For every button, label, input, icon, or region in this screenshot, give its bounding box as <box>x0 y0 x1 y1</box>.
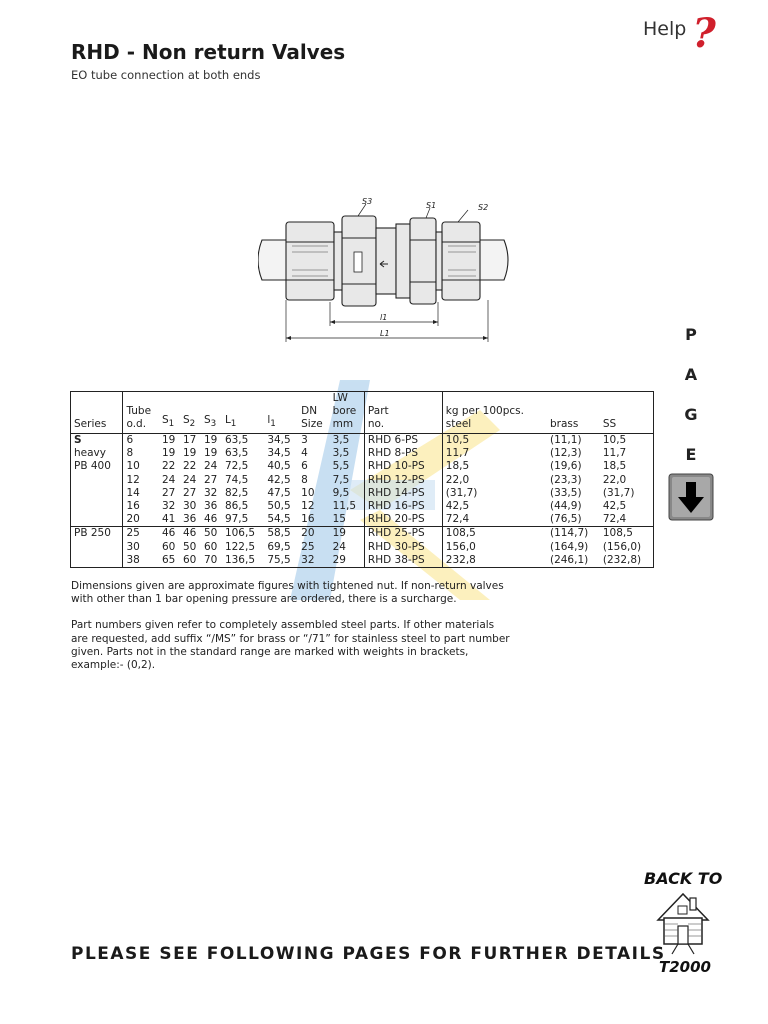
cell-l1: 50,5 <box>267 500 291 513</box>
cell-brass: (23,3) <box>549 473 582 486</box>
cell-ss: 42,5 <box>602 500 627 513</box>
cell-steel: 108,5 <box>442 527 547 541</box>
note-dimensions: Dimensions given are approximate figures with tightened nut. If non-return valves with other than 1 bar opening pressure are ordered, there is a surcharge. <box>71 580 504 606</box>
cell-s3: 24 <box>203 460 218 473</box>
col-dn: DN Size <box>301 405 323 430</box>
cell-part: RHD 38-PS <box>364 554 442 568</box>
table-row <box>71 487 654 500</box>
label-s1: S1 <box>426 201 437 210</box>
cell-s3: 50 <box>203 527 218 540</box>
col-s1: $S_1$ <box>161 413 175 429</box>
col-lw: LW bore mm <box>332 392 357 430</box>
cell-lw: 29 <box>330 554 365 568</box>
cell-lw: 5,5 <box>332 460 350 473</box>
cell-dn: 3 <box>301 434 308 446</box>
cell-lw: 15 <box>330 513 365 527</box>
cell-brass: (164,9) <box>549 540 589 553</box>
col-s3: $S_3$ <box>203 413 217 429</box>
table-row <box>71 527 654 541</box>
table-header-row <box>71 392 654 434</box>
cell-series: heavy <box>74 447 106 460</box>
cell-s2: 60 <box>180 554 201 568</box>
help-question-icon: ? <box>692 10 716 57</box>
cell-series <box>71 500 123 513</box>
cell-series: PB 250 <box>74 527 111 540</box>
cell-L1: 136,5 <box>222 554 264 568</box>
cell-od: 10 <box>123 460 159 473</box>
cell-ss: (156,0) <box>602 540 642 553</box>
cell-dn: 6 <box>301 460 308 473</box>
cell-s2: 19 <box>182 447 197 460</box>
table-row <box>71 500 654 513</box>
cell-l1: 34,5 <box>267 434 291 446</box>
cell-ss: 108,5 <box>602 527 633 540</box>
cell-s1: 65 <box>159 554 180 568</box>
cell-part: RHD 14-PS <box>364 487 442 500</box>
cell-s2: 50 <box>182 540 197 553</box>
label-L1: L1 <box>380 329 390 338</box>
cell-od: 30 <box>123 541 159 554</box>
cell-L1: 63,5 <box>224 447 249 460</box>
cell-l1: 34,5 <box>267 447 291 460</box>
cell-L1: 74,5 <box>224 473 249 486</box>
cell-steel: 72,4 <box>442 513 547 527</box>
cell-l1: 47,5 <box>267 486 291 499</box>
cell-lw: 3,5 <box>332 434 350 446</box>
cell-L1: 82,5 <box>224 486 249 499</box>
page-title: RHD - Non return Valves <box>71 40 346 64</box>
cell-s1: 19 <box>161 447 176 460</box>
cell-ss: 18,5 <box>602 460 627 473</box>
cell-l1: 69,5 <box>267 540 291 553</box>
cell-dn: 20 <box>301 527 315 540</box>
further-details-note: PLEASE SEE FOLLOWING PAGES FOR FURTHER DETAILS <box>71 944 666 964</box>
page-nav <box>668 322 714 482</box>
home-icon[interactable] <box>652 888 714 956</box>
back-to-label[interactable]: BACK TO <box>644 869 723 888</box>
cell-part: RHD 25-PS <box>364 527 442 541</box>
cell-s3: 19 <box>203 434 218 446</box>
cell-s2: 22 <box>182 460 197 473</box>
cell-series <box>71 487 123 500</box>
table-row <box>71 513 654 527</box>
spec-table <box>70 391 654 568</box>
table-row <box>71 434 654 448</box>
cell-brass: (33,5) <box>549 486 582 499</box>
cell-s3: 32 <box>203 486 218 499</box>
cell-s2: 17 <box>182 434 197 446</box>
cell-od: 6 <box>123 434 159 448</box>
cell-od: 16 <box>123 500 159 513</box>
cell-od: 25 <box>123 527 159 541</box>
cell-part: RHD 8-PS <box>364 447 442 460</box>
cell-dn: 12 <box>301 500 315 513</box>
cell-dn: 16 <box>298 513 329 527</box>
cell-s3: 19 <box>203 447 218 460</box>
cell-lw: 24 <box>332 540 346 553</box>
cell-lw: 3,5 <box>332 447 350 460</box>
cell-dn: 8 <box>301 473 308 486</box>
cell-series: S <box>74 434 82 446</box>
help-label: Help <box>643 18 687 40</box>
cell-lw: 7,5 <box>332 473 350 486</box>
cell-s2: 24 <box>182 473 197 486</box>
cell-s2: 36 <box>180 513 201 527</box>
cell-series <box>71 541 123 554</box>
col-steel: kg per 100pcs. steel <box>442 392 547 434</box>
cell-brass: (114,7) <box>549 527 589 540</box>
cell-L1: 97,5 <box>222 513 264 527</box>
table-row <box>71 460 654 473</box>
cell-s1: 32 <box>161 500 176 513</box>
cell-series <box>71 513 123 527</box>
cell-s2: 30 <box>182 500 197 513</box>
cell-series: PB 400 <box>74 460 111 473</box>
col-ss: SS <box>602 418 617 430</box>
cell-steel: 156,0 <box>442 541 547 554</box>
cell-l1: 40,5 <box>267 460 291 473</box>
cell-dn: 32 <box>298 554 329 568</box>
cell-L1: 63,5 <box>224 434 249 446</box>
cell-dn: 10 <box>301 486 315 499</box>
cell-s2: 46 <box>182 527 197 540</box>
cell-series <box>71 554 123 568</box>
cell-l1: 54,5 <box>264 513 298 527</box>
cell-part: RHD 6-PS <box>364 434 442 448</box>
cell-s1: 22 <box>161 460 176 473</box>
page-subtitle: EO tube connection at both ends <box>71 68 261 82</box>
col-tube-od: Tube o.d. <box>123 392 159 434</box>
cell-s1: 41 <box>159 513 180 527</box>
page-letter-a: A <box>684 365 698 384</box>
back-to-target[interactable]: T2000 <box>659 958 711 976</box>
cell-L1: 72,5 <box>224 460 249 473</box>
cell-brass: (19,6) <box>549 460 582 473</box>
cell-part: RHD 12-PS <box>364 474 442 487</box>
cell-L1: 122,5 <box>224 540 255 553</box>
table-row <box>71 541 654 554</box>
cell-steel: 11,7 <box>442 447 547 460</box>
cell-brass: (76,5) <box>547 513 600 527</box>
cell-ss: 72,4 <box>600 513 654 527</box>
page-letter-e: E <box>685 445 697 464</box>
cell-l1: 58,5 <box>267 527 291 540</box>
cell-ss: (232,8) <box>600 554 654 568</box>
table-row <box>71 447 654 460</box>
cell-s1: 19 <box>161 434 176 446</box>
cell-L1: 106,5 <box>224 527 255 540</box>
cell-steel: 42,5 <box>442 500 547 513</box>
cell-lw: 11,5 <box>332 500 357 513</box>
cell-lw: 9,5 <box>332 486 350 499</box>
label-s2: S2 <box>478 203 489 212</box>
cell-steel: 232,8 <box>442 554 547 568</box>
page-letter-p: P <box>685 325 697 344</box>
cell-lw: 19 <box>332 527 346 540</box>
col-brass: brass <box>549 418 579 430</box>
cell-s1: 46 <box>161 527 176 540</box>
cell-L1: 86,5 <box>224 500 249 513</box>
col-s2: $S_2$ <box>182 413 196 429</box>
cell-brass: (246,1) <box>547 554 600 568</box>
col-part: Part no. <box>364 392 442 434</box>
cell-part: RHD 30-PS <box>364 541 442 554</box>
label-l1: l1 <box>380 313 388 322</box>
cell-part: RHD 16-PS <box>364 500 442 513</box>
cell-dn: 4 <box>301 447 308 460</box>
table-row <box>71 474 654 487</box>
cell-s1: 60 <box>161 540 176 553</box>
cell-s3: 60 <box>203 540 218 553</box>
notes <box>71 580 511 685</box>
cell-s3: 36 <box>203 500 218 513</box>
col-l1: $l_1$ <box>267 413 276 429</box>
page-letter-g: G <box>684 405 698 424</box>
col-series: Series <box>74 418 107 430</box>
cell-s3: 70 <box>201 554 222 568</box>
help-link[interactable] <box>643 10 716 57</box>
cell-steel: (31,7) <box>442 487 547 500</box>
cell-s1: 24 <box>161 473 176 486</box>
cell-od: 20 <box>123 513 159 527</box>
cell-od: 12 <box>123 474 159 487</box>
col-L1: $L_1$ <box>224 413 237 429</box>
cell-od: 14 <box>123 487 159 500</box>
cell-od: 8 <box>123 447 159 460</box>
cell-s3: 27 <box>203 473 218 486</box>
cell-ss: 11,7 <box>602 447 627 460</box>
cell-l1: 75,5 <box>264 554 298 568</box>
cell-brass: (44,9) <box>549 500 582 513</box>
cell-ss: 10,5 <box>602 434 627 446</box>
cell-part: RHD 20-PS <box>364 513 442 527</box>
cell-s3: 46 <box>201 513 222 527</box>
note-part-numbers: Part numbers given refer to completely assembled steel parts. If other materials are requested, add suffix “/MS” for brass or “/71” for stainless steel to part number given. Parts not in the standard range are marked with weights in brackets, example:- (0,2). <box>71 619 510 672</box>
label-s3: S3 <box>362 197 373 206</box>
cell-steel: 18,5 <box>442 460 547 473</box>
cell-dn: 25 <box>301 540 315 553</box>
cell-steel: 22,0 <box>442 474 547 487</box>
page-down-button[interactable] <box>668 473 714 521</box>
cell-part: RHD 10-PS <box>364 460 442 473</box>
cell-brass: (11,1) <box>549 434 582 446</box>
valve-drawing <box>258 196 510 346</box>
cell-steel: 10,5 <box>442 434 547 448</box>
table-row <box>71 554 654 568</box>
cell-series <box>71 474 123 487</box>
cell-ss: 22,0 <box>602 473 627 486</box>
cell-od: 38 <box>123 554 159 568</box>
cell-brass: (12,3) <box>549 447 582 460</box>
cell-ss: (31,7) <box>602 486 635 499</box>
cell-s1: 27 <box>161 486 176 499</box>
cell-s2: 27 <box>182 486 197 499</box>
cell-l1: 42,5 <box>267 473 291 486</box>
